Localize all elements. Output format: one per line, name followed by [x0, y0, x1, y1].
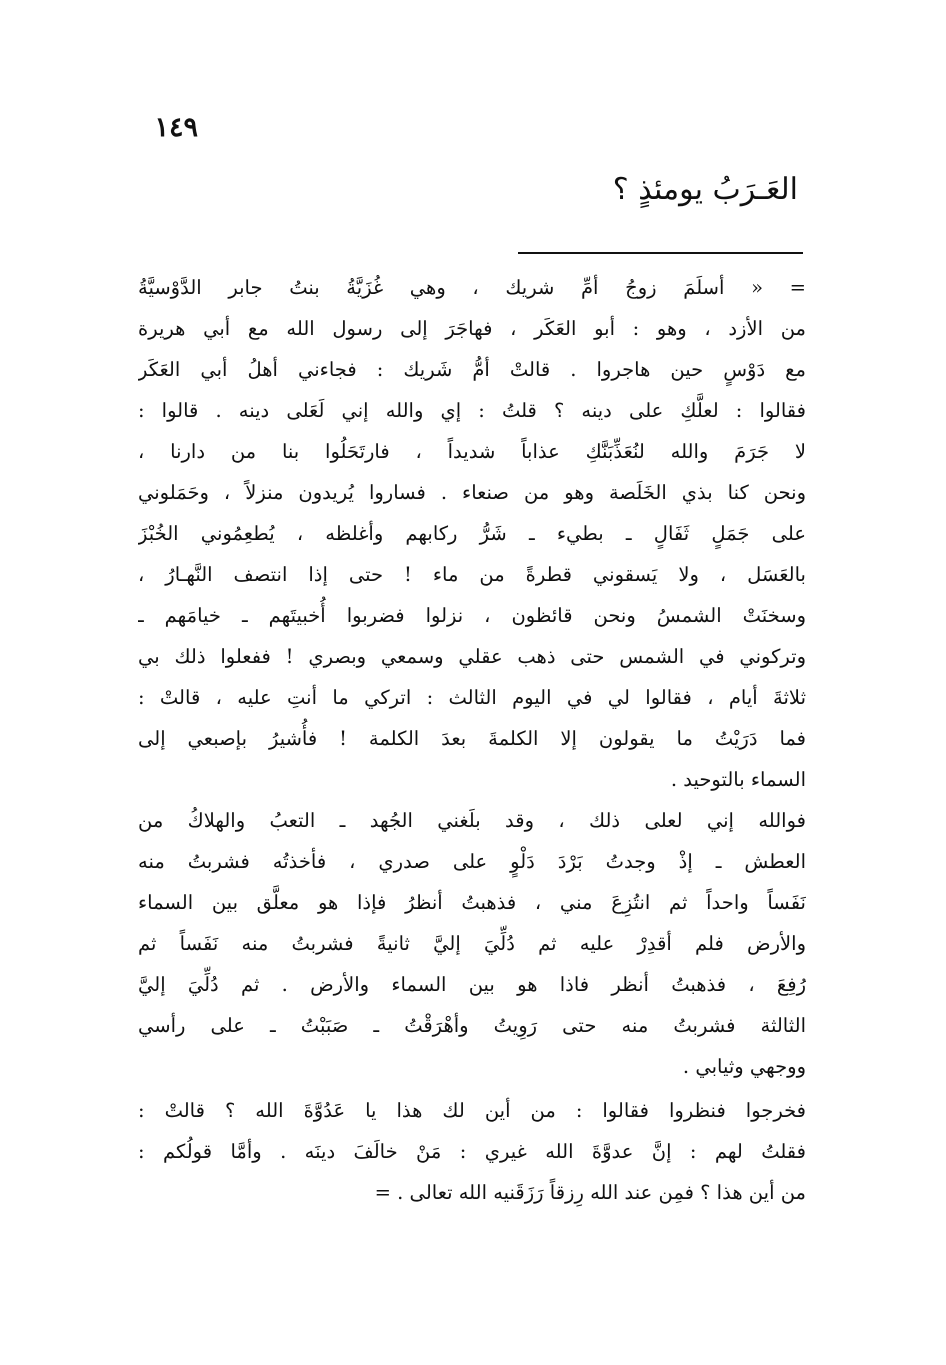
- text-line: رُفِعَ ، فذهبتُ أنظر فاذا هو بين السماء والأرض . ثم دُلِّيَ إليَّ: [138, 973, 806, 996]
- text-line: على جَمَلٍ ثَفَالٍ ـ بطيء ـ شَرُّ ركابهم وأغلظه ، يُطعِمُوني الخُبْزَ: [138, 522, 806, 545]
- text-line: فقلتُ لهم : إنَّ عدوَّةَ الله غيري : مَنْ خالَفَ دينَه . وأمَّا قولُكم :: [138, 1140, 806, 1163]
- paragraph-1: [138, 267, 806, 800]
- text-line: فخرجوا فنظروا فقالوا : من أين لك هذا يا عَدُوَّةَ الله ؟ قالتْ :: [138, 1099, 806, 1122]
- running-header-title: العَـرَبُ يومئذٍ ؟: [612, 172, 798, 207]
- text-line: ووجهي وثيابي .: [682, 1055, 806, 1078]
- text-line: فقالوا : لعلَّكِ على دينه ؟ قلتُ : إي والله إني لَعَلى دينه . قالوا :: [138, 399, 806, 422]
- text-line: فوالله إني لعلى ذلك ، وقد بلَغني الجُهد ـ التعبُ والهلاكُ من: [138, 809, 806, 832]
- text-line: = « أسلَمَ زوجُ أمِّ شريك ، وهي غُزَيَّةُ بنتُ جابر الدَّوْسيَّةُ: [138, 276, 806, 299]
- text-line: السماء بالتوحيد .: [670, 768, 806, 791]
- text-line: بالعَسَل ، ولا يَسقوني قطرةً من ماء ! حتى إذا انتصف النَّهـارُ ،: [138, 563, 806, 586]
- text-line: وسخنَتْ الشمسُ ونحن قائظون ، نزلوا فضربوا أُخبيتَهم ـ خيامَهم ـ: [138, 604, 806, 627]
- text-line: من الأزد ، وهو : أبو العَكَر ، فهاجَرَ إلى رسول الله مع أبي هريرة: [138, 317, 806, 340]
- paragraph-3: [138, 1090, 806, 1213]
- header-divider: [518, 252, 803, 254]
- text-line: الثالثة فشربتُ منه حتى رَوِيتُ وأهْرَقْتُ ـ صَبَبْتُ ـ على رأسي: [138, 1014, 806, 1037]
- text-line: مع دَوْسٍ حين هاجروا . قالتْ أمُّ شَريك : فجاءني أهلُ أبي العَكَر: [138, 358, 806, 381]
- text-line: العطش ـ إذْ وجدتُ بَرْدَ دَلْوٍ على صدري ، فأخذتُه فشربتُ منه: [138, 850, 806, 873]
- text-line: فما دَرَيْتُ ما يقولون إلا الكلمةَ بعدَ الكلمة ! فأُشيرُ بإصبعي إلى: [138, 727, 806, 750]
- text-line: والأرض فلم أقدِرْ عليه ثم دُلِّيَ إليَّ ثانيةً فشربتُ منه نَفَساً ثم: [138, 932, 806, 955]
- text-line: لا جَرَمَ والله لنُعَذِّبَنَّكِ عذاباً شديداً ، فارتَحَلُوا بنا من دارنا ،: [138, 440, 806, 463]
- text-line: من أين هذا ؟ فمِن عند الله رِزقاً رَزَقَنيه الله تعالى . =: [374, 1181, 806, 1204]
- paragraph-2: [138, 800, 806, 1087]
- text-line: نَفَساً واحداً ثم انتُزِعَ مني ، فذهبتُ أنظرُ فإذا هو معلَّق بين السماء: [138, 891, 806, 914]
- text-line: ونحن كنا بذي الخَلَصة وهو من صنعاء . فساروا يُريدون منزلاً ، وحَمَلوني: [138, 481, 806, 504]
- page-number: ١٤٩: [154, 112, 198, 143]
- text-line: ثلاثةَ أيام ، فقالوا لي في اليوم الثالث : اتركي ما أنتِ عليه ، قالتْ :: [138, 686, 806, 709]
- text-line: وتركوني في الشمس حتى ذهب عقلي وسمعي وبصري ! ففعلوا ذلك بي: [138, 645, 806, 668]
